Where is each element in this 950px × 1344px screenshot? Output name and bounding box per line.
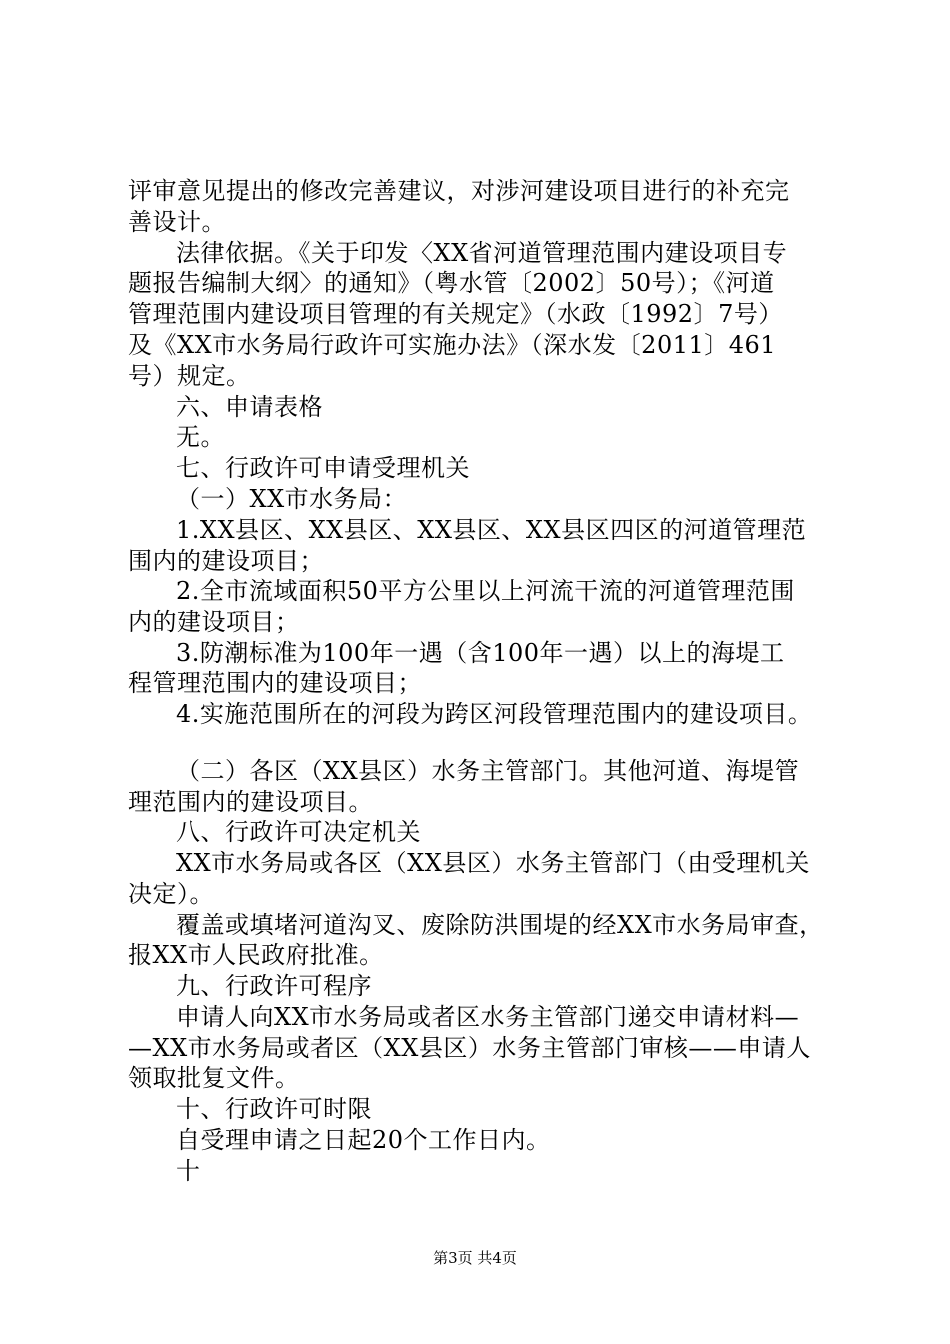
text-line: 十 [176, 1157, 201, 1185]
text-line: 申请人向XX市水务局或者区水务主管部门递交申请材料— [176, 1003, 800, 1031]
text-line: 及《XX市水务局行政许可实施办法》（深水发〔2011〕461 [128, 331, 777, 359]
text-line: 2.全市流域面积50平方公里以上河流干流的河道管理范围 [176, 577, 795, 605]
text-line: 内的建设项目； [128, 608, 300, 636]
text-line: 报XX市人民政府批准。 [128, 941, 384, 969]
text-line: —XX市水务局或者区（XX县区）水务主管部门审核——申请人 [128, 1034, 811, 1062]
text-line: （一）XX市水务局： [176, 485, 408, 513]
text-line: 1.XX县区、XX县区、XX县区、XX县区四区的河道管理范 [176, 516, 807, 544]
text-line: 评审意见提出的修改完善建议，对涉河建设项目进行的补充完 [128, 177, 790, 205]
section-heading: 六、申请表格 [176, 393, 323, 421]
text-line: 3.防潮标准为100年一遇（含100年一遇）以上的海堤工 [176, 639, 785, 667]
text-line: 号）规定。 [128, 362, 251, 390]
text-line: 无。 [176, 423, 225, 451]
text-line: 4.实施范围所在的河段为跨区河段管理范围内的建设项目。 [176, 700, 813, 728]
text-line: 法律依据。《关于印发〈XX省河道管理范围内建设项目专 [176, 239, 788, 267]
page-number-footer: 第3页 共4页 [433, 1249, 517, 1267]
text-line: 题报告编制大纲〉的通知》（粤水管〔2002〕50号）；《河道 [128, 269, 775, 297]
section-heading: 八、行政许可决定机关 [176, 818, 421, 846]
text-line: 决定）。 [128, 880, 214, 908]
section-heading: 九、行政许可程序 [176, 972, 372, 1000]
section-heading: 七、行政许可申请受理机关 [176, 454, 470, 482]
text-line: 善设计。 [128, 208, 226, 236]
section-heading: 十、行政许可时限 [176, 1095, 372, 1123]
text-line: 领取批复文件。 [128, 1064, 300, 1092]
text-line: 覆盖或填堵河道沟叉、废除防洪围堤的经XX市水务局审查， [176, 911, 824, 939]
text-line: 自受理申请之日起20个工作日内。 [176, 1126, 551, 1154]
text-line: 管理范围内建设项目管理的有关规定》（水政〔1992〕7号） [128, 300, 783, 328]
text-line: XX市水务局或各区（XX县区）水务主管部门（由受理机关 [176, 849, 810, 877]
text-line: （二）各区（XX县区）水务主管部门。其他河道、海堤管 [176, 757, 800, 785]
text-line: 围内的建设项目； [128, 547, 324, 575]
text-line: 理范围内的建设项目。 [128, 788, 373, 816]
text-line: 程管理范围内的建设项目； [128, 669, 422, 697]
